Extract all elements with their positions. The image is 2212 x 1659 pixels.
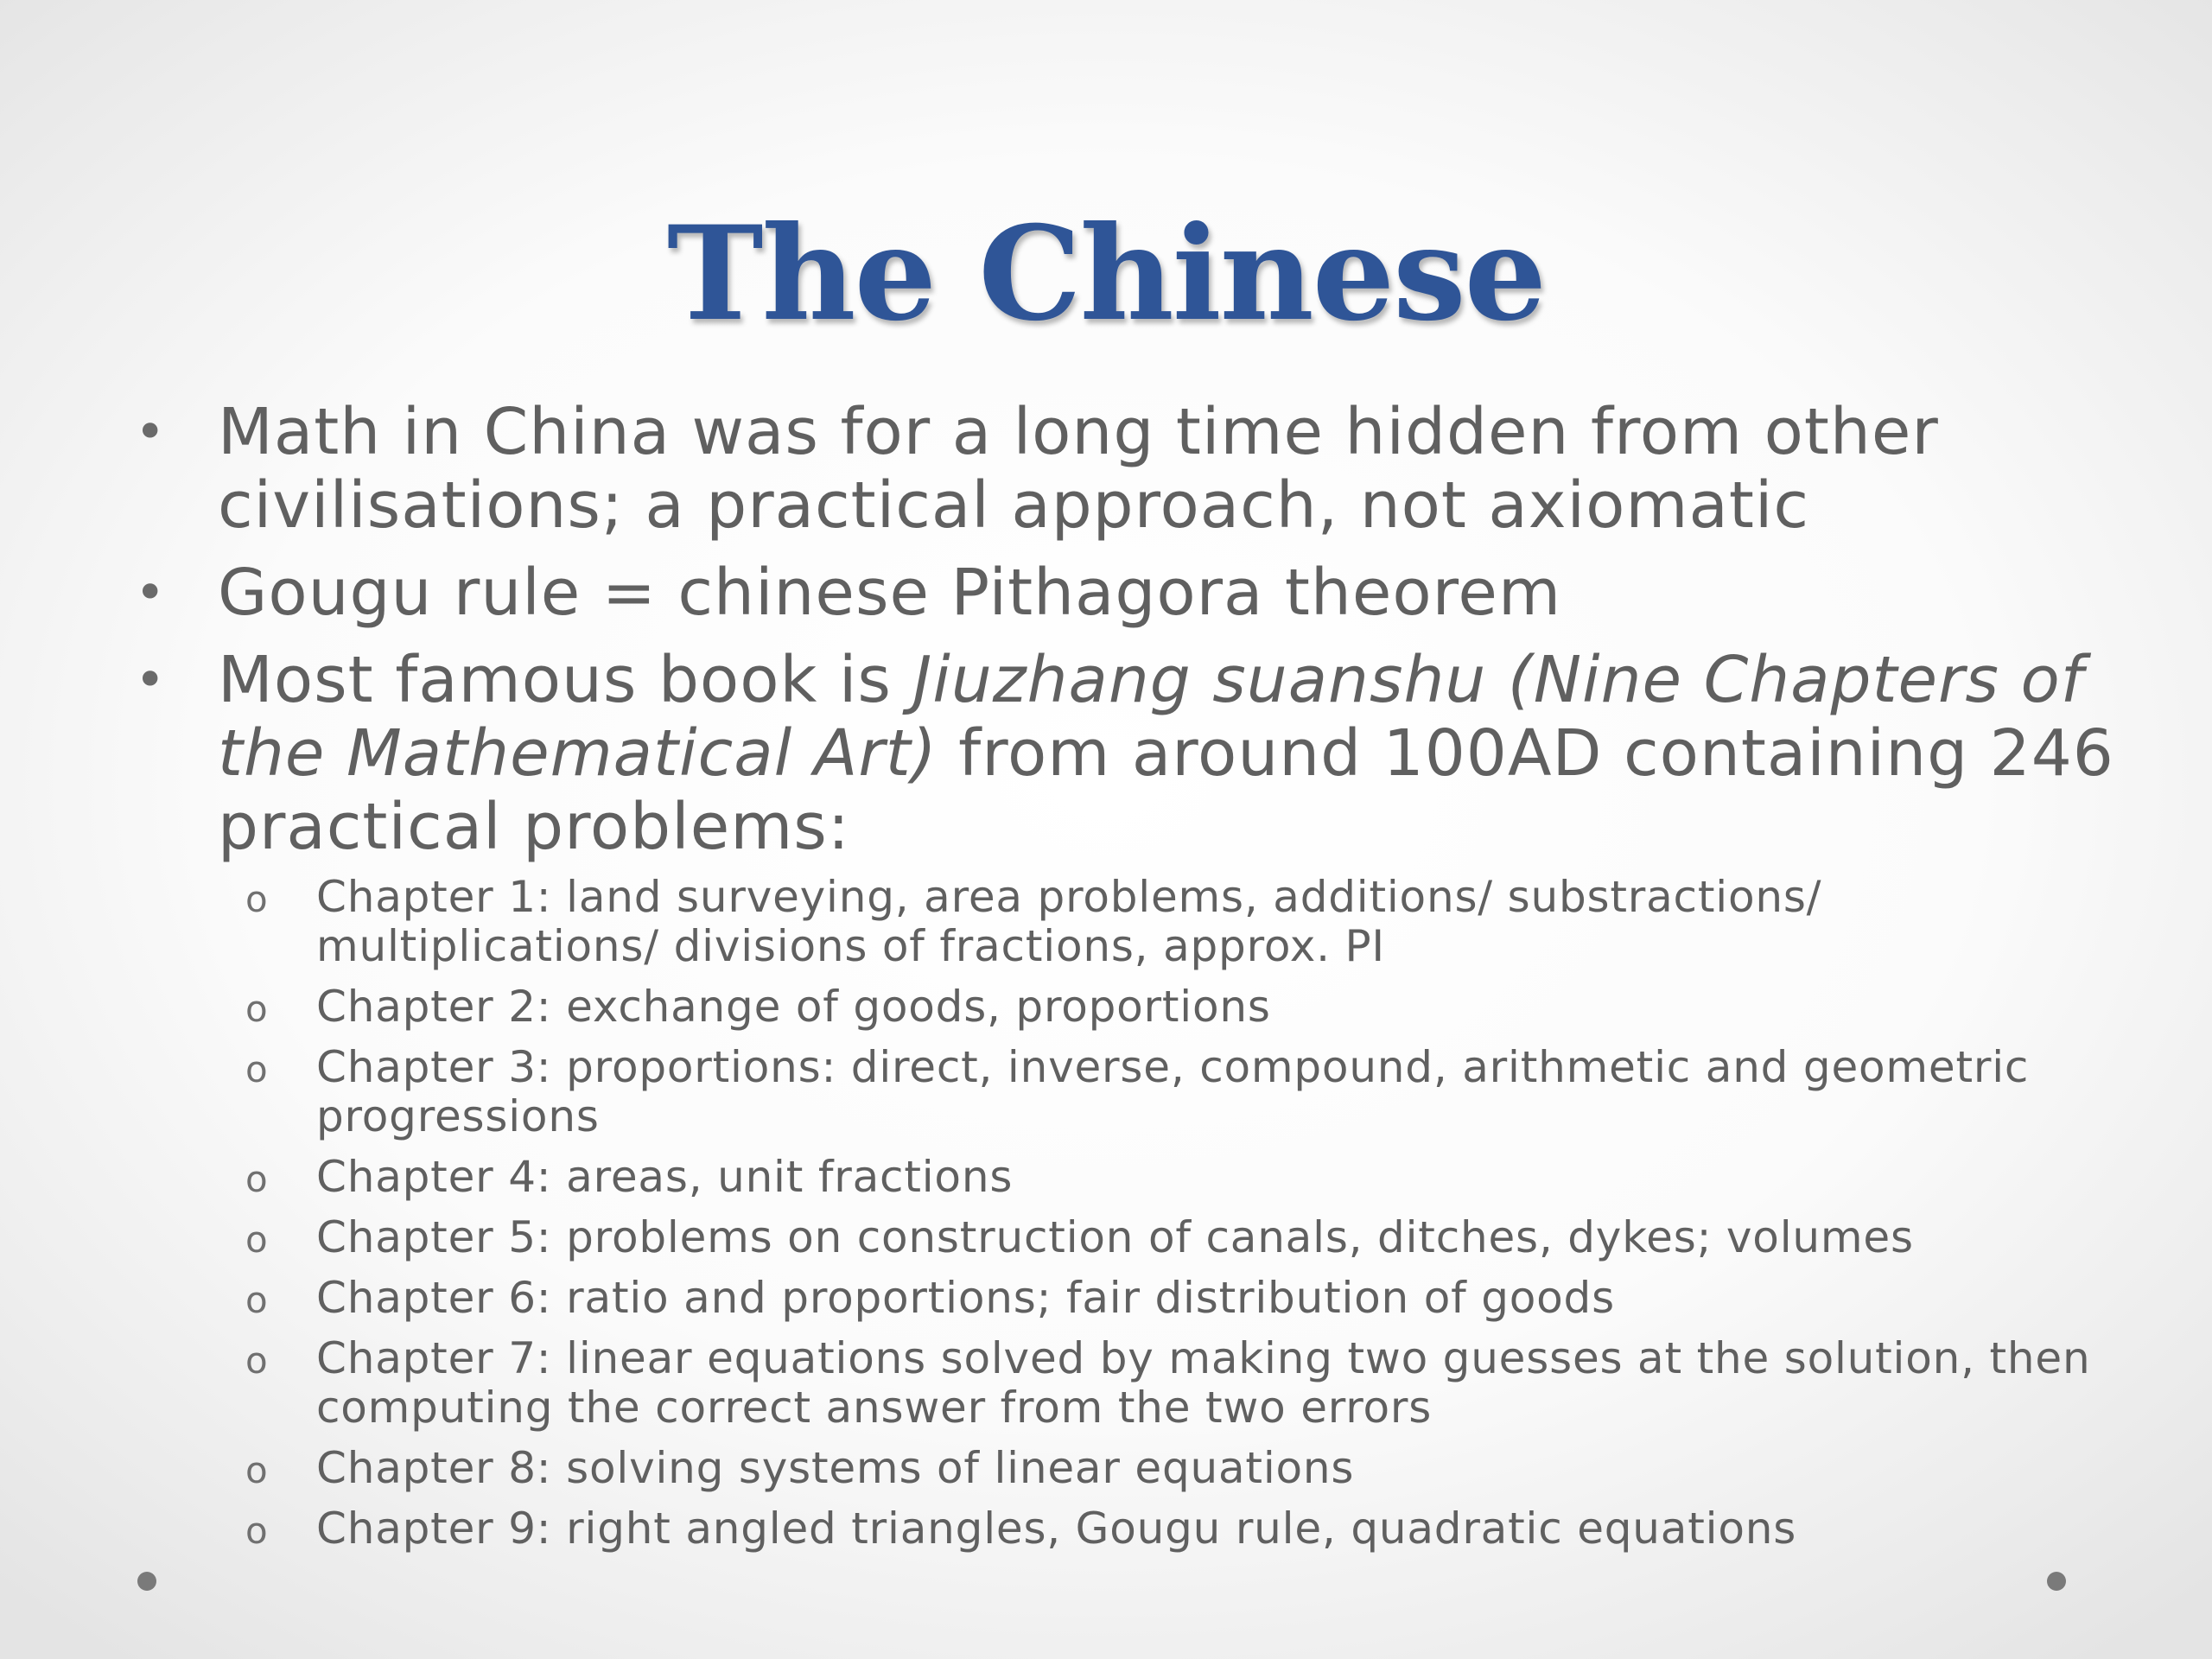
bullet-text-after: from around 100AD containing 246 practical problems: <box>218 716 2114 864</box>
sub-bullet-icon: o <box>245 988 269 1030</box>
corner-dot-right-icon <box>2047 1572 2066 1591</box>
bullet-text: Math in China was for a long time hidden from other civilisations; a practical approach, not axiomatic <box>218 395 1939 543</box>
bullet-list <box>128 396 2115 1567</box>
bullet-icon: • <box>135 563 167 623</box>
chapter-text: Chapter 9: right angled triangles, Gougu rule, quadratic equations <box>316 1503 1797 1554</box>
chapter-item-8 <box>133 1444 2115 1493</box>
chapter-item-6 <box>133 1274 2115 1323</box>
sub-bullet-icon: o <box>245 1218 269 1261</box>
bullet-item-1 <box>128 396 2115 543</box>
bullet-text: Gougu rule = chinese Pithagora theorem <box>218 556 1562 630</box>
sub-bullet-icon: o <box>245 1339 269 1382</box>
chapter-text: Chapter 2: exchange of goods, proportions <box>316 982 1271 1032</box>
chapter-text: Chapter 8: solving systems of linear equations <box>316 1443 1355 1493</box>
chapter-list <box>223 873 2115 1554</box>
bullet-icon: • <box>135 650 167 710</box>
sub-bullet-icon: o <box>245 1279 269 1321</box>
chapter-text: Chapter 1: land surveying, area problems, additions/ substractions/ multiplications/ divisions of fractions, approx. PI <box>316 872 1822 971</box>
bullet-text-before: Most famous book is <box>218 643 913 717</box>
sub-bullet-icon: o <box>245 1158 269 1200</box>
chapter-item-1 <box>133 873 2115 971</box>
book-title: Jiuzhang suanshu (Nine Chapters of the Mathematical Art) <box>218 643 2084 791</box>
chapter-text: Chapter 3: proportions: direct, inverse, compound, arithmetic and geometric progressions <box>316 1042 2030 1141</box>
bullet-item-2 <box>128 556 2115 630</box>
sub-bullet-icon: o <box>245 878 269 920</box>
chapter-item-5 <box>133 1213 2115 1262</box>
chapter-text: Chapter 6: ratio and proportions; fair distribution of goods <box>316 1273 1615 1323</box>
slide-title: The Chinese <box>666 198 1546 350</box>
sub-bullet-icon: o <box>245 1449 269 1491</box>
chapter-text: Chapter 5: problems on construction of canals, ditches, dykes; volumes <box>316 1212 1914 1262</box>
chapter-text: Chapter 7: linear equations solved by making two guesses at the solution, then computing the correct answer from the two errors <box>316 1333 2091 1433</box>
sub-bullet-icon: o <box>245 1510 269 1552</box>
chapter-item-2 <box>133 982 2115 1032</box>
chapter-item-3 <box>133 1043 2115 1141</box>
chapter-item-4 <box>133 1153 2115 1202</box>
chapter-text: Chapter 4: areas, unit fractions <box>316 1152 1014 1202</box>
chapter-item-9 <box>133 1504 2115 1554</box>
sub-bullet-icon: o <box>245 1048 269 1090</box>
chapter-item-7 <box>133 1334 2115 1433</box>
bullet-icon: • <box>135 402 167 462</box>
corner-dot-left-icon <box>137 1572 156 1591</box>
bullet-item-3 <box>128 644 2115 1554</box>
